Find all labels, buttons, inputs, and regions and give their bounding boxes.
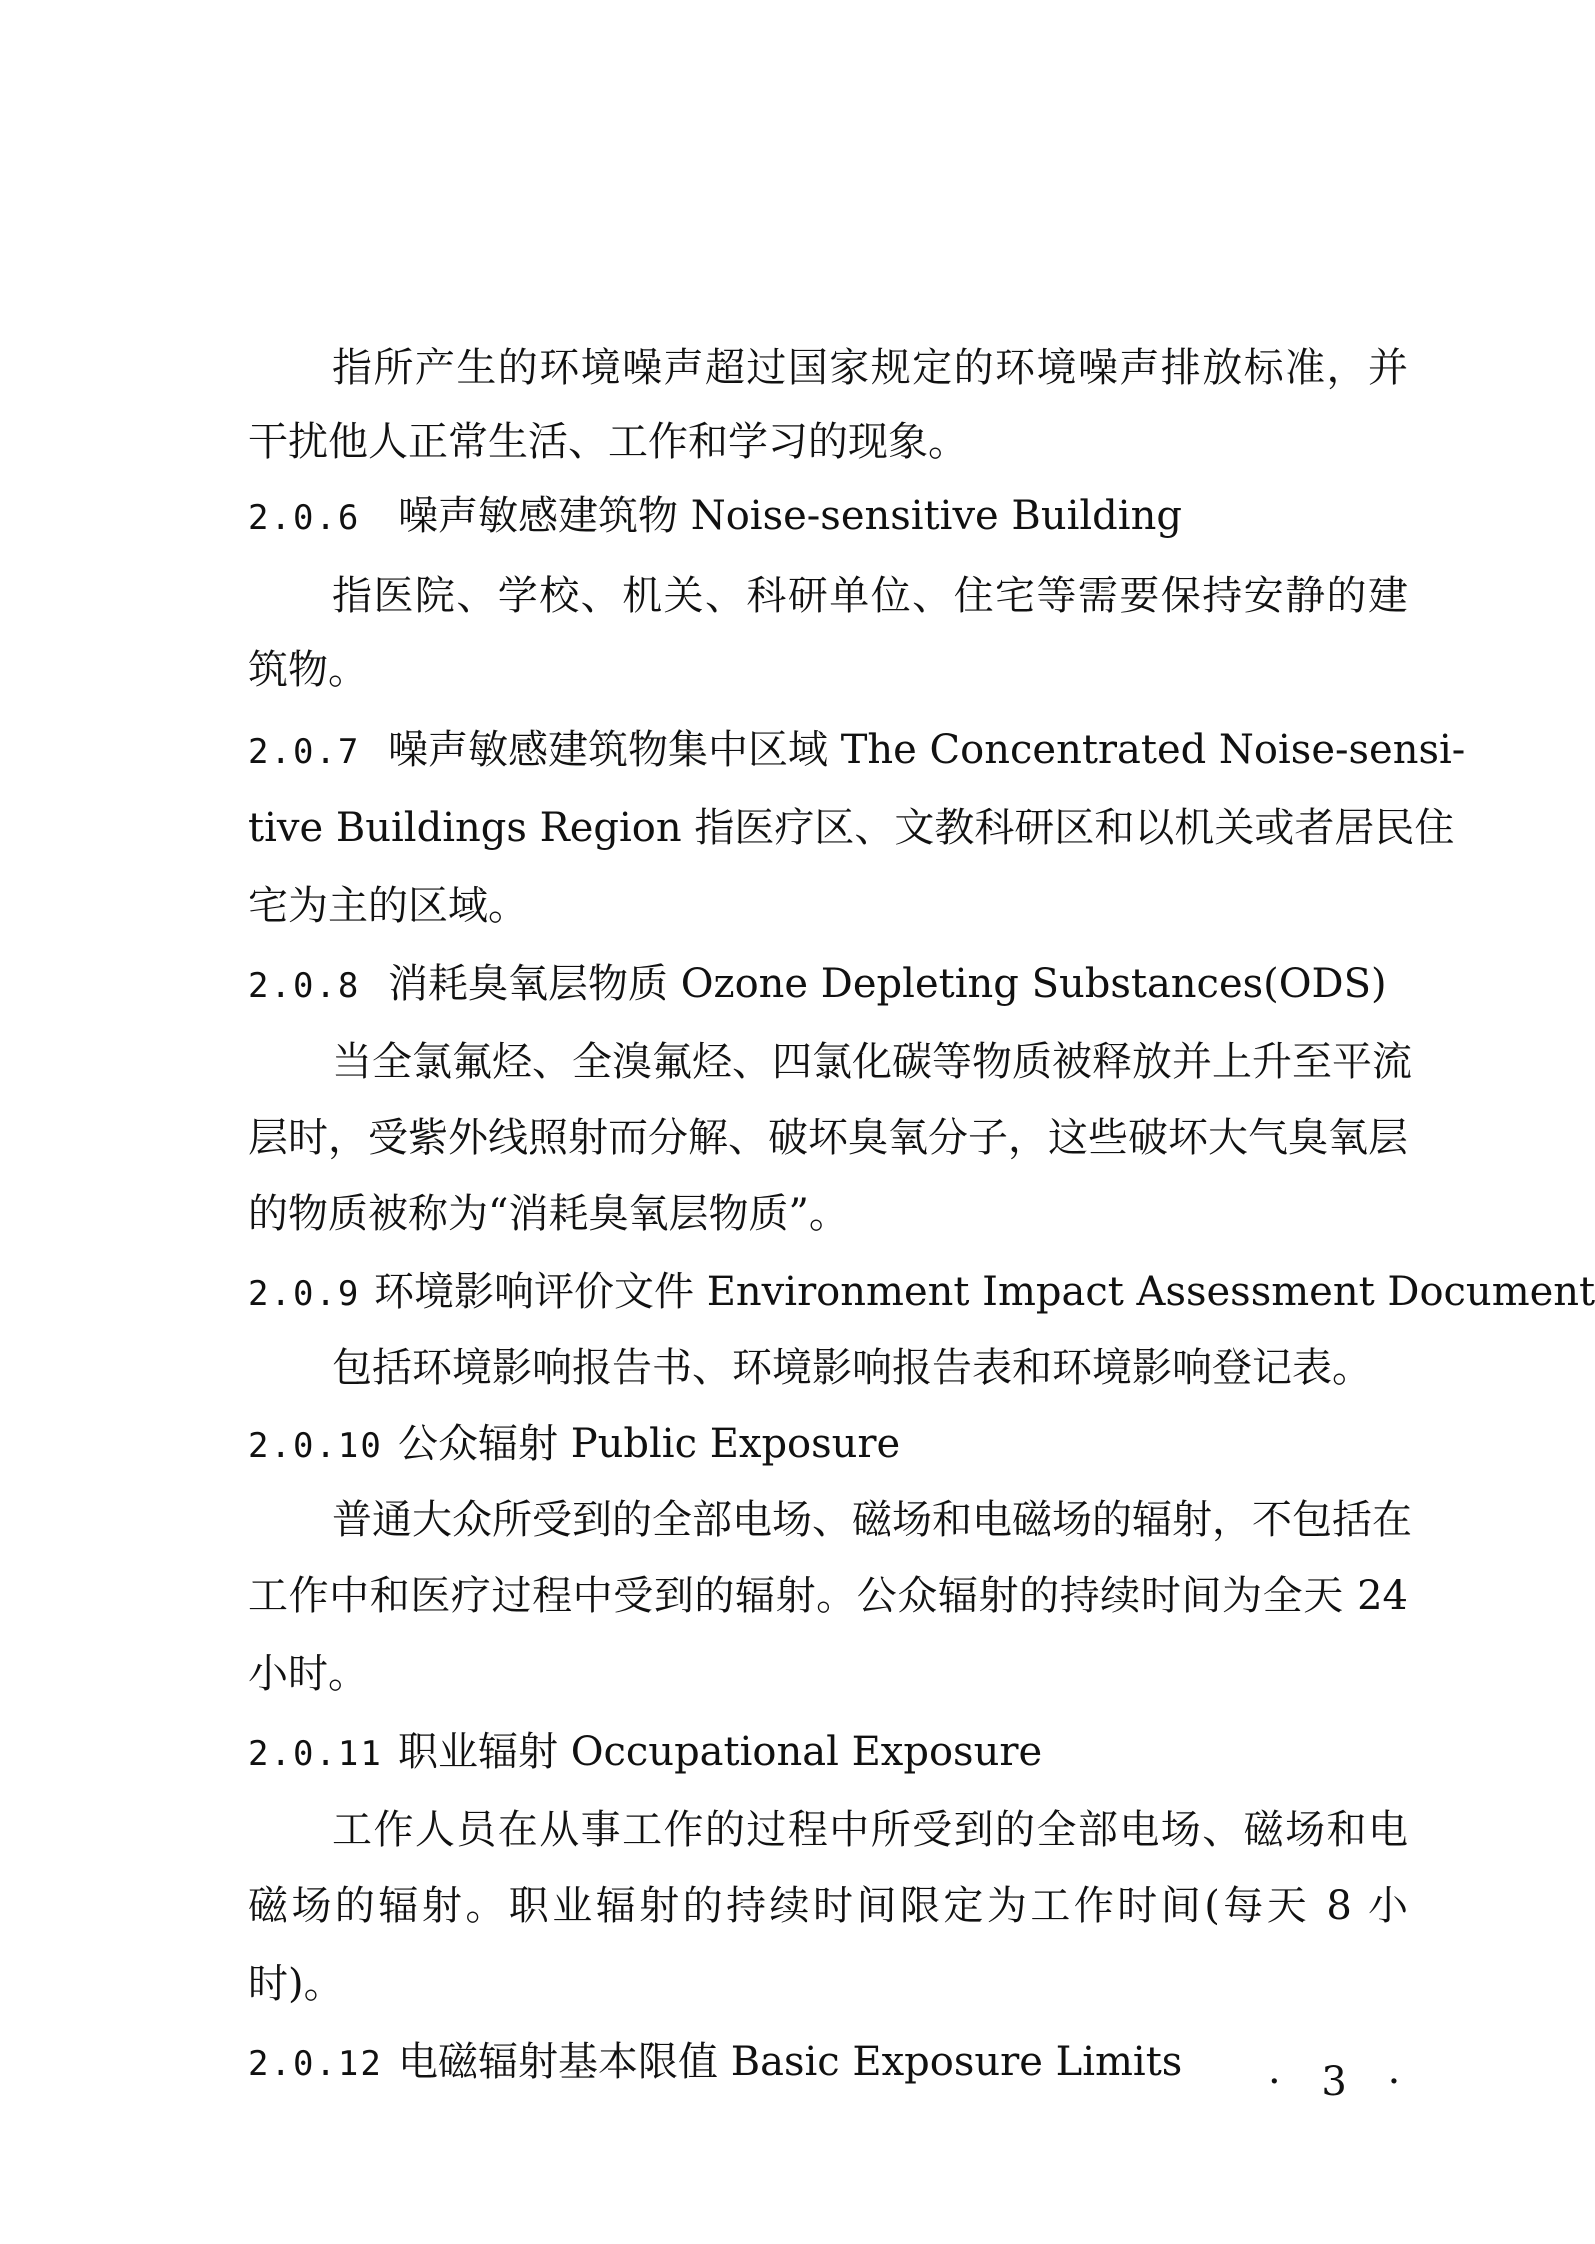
term-title: 环境影响评价文件 Environment Impact Assessment Document — [374, 1269, 1595, 1315]
term-heading — [248, 486, 1408, 546]
clause-number: 2.0.10 — [248, 1426, 383, 1466]
term-heading — [248, 1262, 1595, 1322]
paragraph-line: 磁场的辐射。职业辐射的持续时间限定为工作时间(每天 8 小 — [248, 1883, 1408, 1929]
term-heading — [248, 720, 1466, 780]
paragraph-line: 筑物。 — [248, 647, 368, 693]
term-heading — [248, 1414, 1408, 1474]
term-heading — [248, 1722, 1408, 1782]
term-title: 公众辐射 Public Exposure — [398, 1421, 901, 1467]
term-title: 职业辐射 Occupational Exposure — [398, 1729, 1043, 1775]
paragraph-line: 层时，受紫外线照射而分解、破坏臭氧分子，这些破坏大气臭氧层 — [248, 1115, 1408, 1161]
term-title: 电磁辐射基本限值 Basic Exposure Limits — [398, 2039, 1183, 2085]
paragraph-line: 工作人员在从事工作的过程中所受到的全部电场、磁场和电 — [332, 1807, 1408, 1853]
paragraph-line: 普通大众所受到的全部电场、磁场和电磁场的辐射，不包括在 — [332, 1497, 1412, 1543]
paragraph-line: tive Buildings Region 指医疗区、文教科研区和以机关或者居民住 — [248, 805, 1455, 851]
term-title: 噪声敏感建筑物集中区域 The Concentrated Noise-sensi- — [388, 727, 1466, 773]
paragraph-line: 包括环境影响报告书、环境影响报告表和环境影响登记表。 — [332, 1345, 1372, 1391]
clause-number: 2.0.8 — [248, 966, 361, 1006]
term-heading — [248, 2032, 1408, 2092]
term-title: 消耗臭氧层物质 Ozone Depleting Substances(ODS) — [388, 961, 1387, 1007]
paragraph-line: 工作中和医疗过程中受到的辐射。公众辐射的持续时间为全天 24 — [248, 1573, 1408, 1619]
clause-number: 2.0.11 — [248, 1734, 383, 1774]
paragraph-line: 指所产生的环境噪声超过国家规定的环境噪声排放标准，并 — [332, 345, 1408, 391]
paragraph-line: 宅为主的区域。 — [248, 883, 528, 929]
paragraph-line: 小时。 — [248, 1651, 368, 1697]
paragraph-line: 的物质被称为“消耗臭氧层物质”。 — [248, 1191, 849, 1237]
clause-number: 2.0.6 — [248, 498, 361, 538]
paragraph-line: 干扰他人正常生活、工作和学习的现象。 — [248, 419, 968, 465]
term-heading — [248, 954, 1408, 1014]
term-title: 噪声敏感建筑物 Noise-sensitive Building — [398, 493, 1182, 539]
paragraph-line: 当全氯氟烃、全溴氟烃、四氯化碳等物质被释放并上升至平流 — [332, 1039, 1412, 1085]
clause-number: 2.0.7 — [248, 732, 361, 772]
clause-number: 2.0.12 — [248, 2044, 383, 2084]
page-number: · 3 · — [1268, 2059, 1415, 2105]
paragraph-line: 指医院、学校、机关、科研单位、住宅等需要保持安静的建 — [332, 573, 1408, 619]
clause-number: 2.0.9 — [248, 1274, 361, 1314]
paragraph-line: 时)。 — [248, 1961, 344, 2007]
